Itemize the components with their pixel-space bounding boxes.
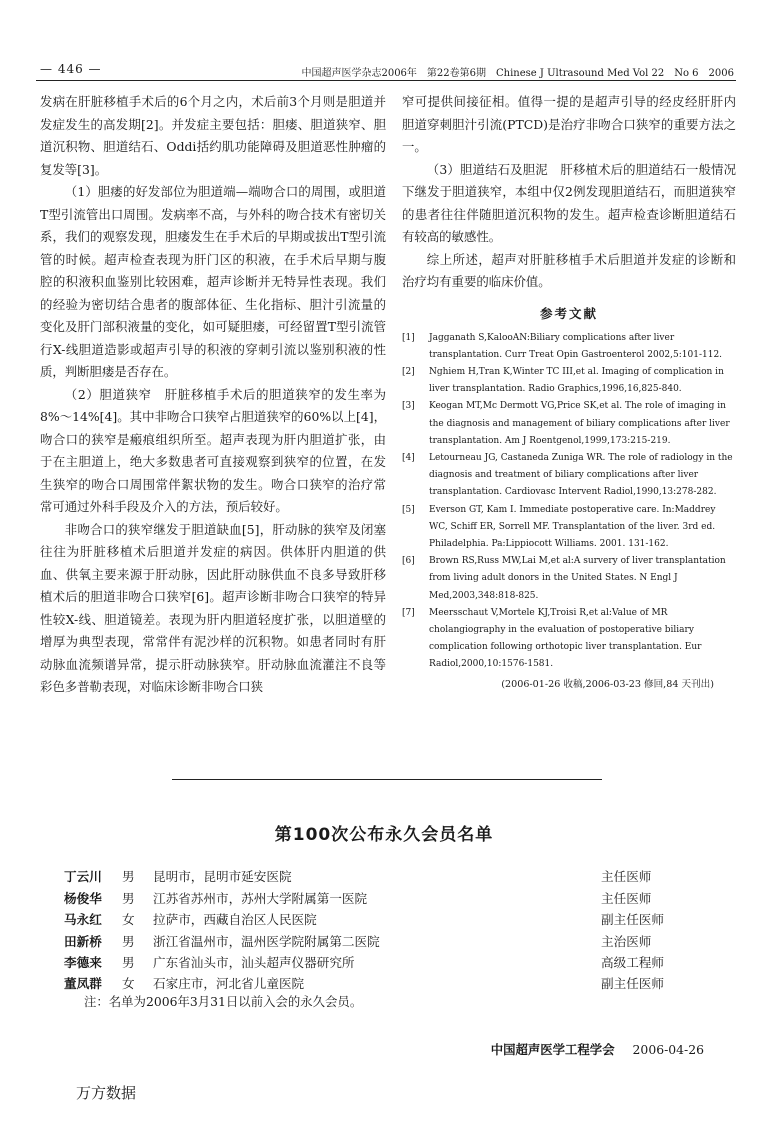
signature-line [491,1040,704,1058]
member-title: 主任医师 [601,891,652,906]
member-sex: 男 [122,869,135,884]
member-title: 高级工程师 [601,955,664,970]
right-column [402,91,736,690]
reference-number: [5] [402,504,415,515]
reference-item [402,553,736,605]
member-note: 注：名单为2006年3月31日以前入会的永久会员。 [84,994,363,1009]
footer-watermark: 万方数据 [76,1084,137,1102]
reference-number: [4] [402,452,415,463]
reference-list [402,330,736,674]
reference-text: Everson GT, Kam I. Immediate postoperative care. In:Maddrey WC, Schiff ER, Sorrell MF. Transplantation of the liver. 3rd ed. Philadelphia. Pa:Lippiocott Williams. 2001. 131-162. [429,504,716,549]
reference-item [402,330,736,364]
reference-text: Jagganath S,KalooAN:Biliary complications after liver transplantation. Curr Treat Opin Gastroenterol 2002,5:101-112. [429,332,723,360]
member-sex: 男 [122,955,135,970]
member-name: 马永红 [64,912,102,927]
reference-text: Keogan MT,Mc Dermott VG,Price SK,et al. The role of imaging in the diagnosis and management of biliary complications after liver transplantation. Am J Roentgenol,1999,173:215-219. [429,401,730,446]
signature-date: 2006-04-26 [632,1042,704,1057]
member-affiliation: 石家庄市，河北省儿童医院 [153,976,305,991]
member-row [64,931,724,951]
member-affiliation: 昆明市，昆明市延安医院 [153,869,292,884]
member-affiliation: 广东省汕头市，汕头超声仪器研究所 [153,955,355,970]
body-paragraph: 非吻合口的狭窄继发于胆道缺血[5]，肝动脉的狭窄及闭塞往往为肝脏移植术后胆道并发症的病因。供体肝内胆道的供血、供氧主要来源于肝动脉，因此肝动脉供血不良多导致肝移植术后的胆道非吻合口狭窄[6]。超声诊断非吻合口狭窄的特异性较X-线、胆道镜差。表现为肝内胆道轻度扩张，以胆道壁的增厚为典型表现，常常伴有泥沙样的沉积物。如患者同时有肝动脉血流频谱异常，提示肝动脉狭窄。肝动脉血流灌注不良等彩色多普勒表现，对临床诊断非吻合口狭 [40,521,386,694]
reference-number: [7] [402,607,415,618]
received-dates: (2006-01-26 收稿,2006-03-23 修回,84 天刊出) [501,678,714,690]
member-name: 田新桥 [64,934,102,949]
member-affiliation: 浙江省温州市，温州医学院附属第二医院 [153,934,380,949]
reference-item [402,502,736,554]
member-list-title: 第100次公布永久会员名单 [274,825,494,845]
reference-item [402,605,736,674]
reference-item [402,450,736,502]
body-paragraph: （2）胆道狭窄 肝脏移植手术后的胆道狭窄的发生率为8%～14%[4]。其中非吻合口狭窄占胆道狭窄的60%以上[4]，吻合口的狭窄是瘢痕组织所至。超声表现为肝内胆道扩张，由于在主胆道上，绝大多数患者可直接观察到狭窄的位置，在发生狭窄的吻合口周围常伴絮状物的发生。吻合口狭窄的治疗常常可通过外科手段及介入的方法，预后较好。 [40,386,386,514]
reference-text: Meersschaut V,Mortele KJ,Troisi R,et al:Value of MR cholangiography in the evaluation of postoperative biliary complication following orthotopic liver transplantation. Eur Radiol,2000,10:1576-1581. [429,607,702,670]
member-title: 副主任医师 [601,912,664,927]
reference-number: [3] [402,401,415,412]
header-rule [36,80,736,81]
journal-header: 中国超声医学杂志2006年 第22卷第6期 Chinese J Ultrasound Med Vol 22 No 6 2006 [301,68,734,79]
member-name: 丁云川 [64,869,102,884]
body-paragraph: （3）胆道结石及胆泥 肝移植术后的胆道结石一般情况下继发于胆道狭窄，本组中仅2例发现胆道结石，而胆道狭窄的患者往往伴随胆道沉积物的发生。超声检查诊断胆道结石有较高的敏感性。 [402,161,736,244]
reference-text: Brown RS,Russ MW,Lai M,et al:A survery of liver transplantation from living adult donors in the United States. N Engl J Med,2003,348:818-825. [429,556,726,601]
member-row [64,888,724,908]
member-name: 董凤群 [64,976,102,991]
page-number: — 446 — [40,62,102,76]
member-name: 李德来 [64,955,102,970]
member-row [64,952,724,972]
member-title: 副主任医师 [601,976,664,991]
reference-text: Letourneau JG, Castaneda Zuniga WR. The role of radiology in the diagnosis and treatment of biliary complications after liver transplantation. Cardiovasc Intervent Radiol,1990,13:278-282. [429,452,733,498]
body-paragraph: 综上所述，超声对肝脏移植手术后胆道并发症的诊断和治疗均有重要的临床价值。 [402,251,736,289]
member-row [64,973,724,993]
member-affiliation: 拉萨市，西藏自治区人民医院 [153,912,317,927]
member-row [64,909,724,929]
section-divider [172,779,602,780]
reference-number: [2] [402,366,415,377]
reference-item [402,398,736,450]
organization-name: 中国超声医学工程学会 [490,1042,615,1057]
member-sex: 女 [122,976,135,991]
member-sex: 男 [122,891,135,906]
member-title: 主任医师 [601,869,652,884]
member-affiliation: 江苏省苏州市，苏州大学附属第一医院 [153,891,368,906]
member-title: 主治医师 [601,934,652,949]
references-title: 参考文献 [539,305,598,321]
member-name: 杨俊华 [64,891,102,906]
reference-item [402,364,736,398]
reference-text: Nghiem H,Tran K,Winter TC III,et al. Imaging of complication in liver transplantation. Radio Graphics,1996,16,825-840. [429,366,724,395]
reference-number: [6] [402,556,415,567]
left-column [40,91,386,699]
member-sex: 女 [122,912,135,927]
body-paragraph: （1）胆瘘的好发部位为胆道端—端吻合口的周围，或胆道T型引流管出口周围。发病率不高，与外科的吻合技术有密切关系，我们的观察发现，胆瘘发生在手术后的早期或拔出T型引流管的时候。超声检查表现为肝门区的积液，在手术后早期与腹腔的积液积血鉴别比较困难，超声诊断并无特异性表现。我们的经验为密切结合患者的腹部体征、生化指标、胆汁引流量的变化及肝门部积液量的变化，如可疑胆瘘，可经留置T型引流管行X-线胆道造影或超声引导的积液的穿刺引流以鉴别积液的性质，判断胆瘘是否存在。 [40,184,386,379]
body-paragraph: 发病在肝脏移植手术后的6个月之内，术后前3个月则是胆道并发症发生的高发期[2]。并发症主要包括：胆瘘、胆道狭窄、胆道沉积物、胆道结石、Oddi括约肌功能障碍及胆道恶性肿瘤的复发等[3]。 [40,94,386,177]
reference-number: [1] [402,332,415,343]
member-sex: 男 [122,934,135,949]
body-paragraph: 窄可提供间接征相。值得一提的是超声引导的经皮经肝肝内胆道穿刺胆汁引流(PTCD)是治疗非吻合口狭窄的重要方法之一。 [402,94,736,154]
member-row [64,866,724,886]
